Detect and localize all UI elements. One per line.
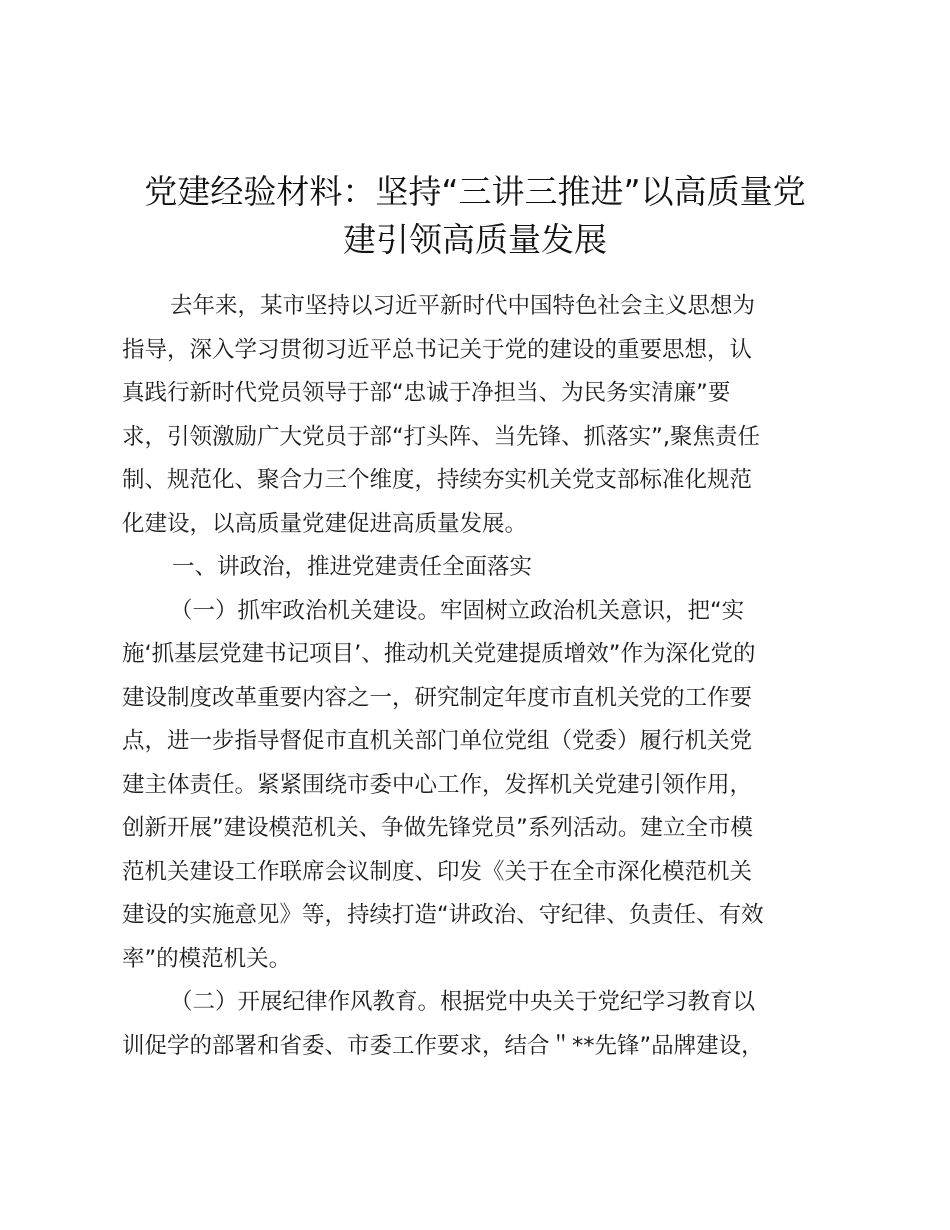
text-line: 建设的实施意见》等，持续打造“讲政治、守纪律、负责任、有效 <box>122 902 764 928</box>
document-body <box>122 285 832 1068</box>
text-line: 施‘抓基层党建书记项目’、推动机关党建提质增效”作为深化党的 <box>122 641 756 667</box>
section-heading <box>122 546 832 590</box>
text-line: 点，进一步指导督促市直机关部门单位党组（党委）履行机关党 <box>122 728 753 754</box>
text-line: 去年来，某市坚持以习近平新时代中国特色社会主义思想为 <box>170 293 756 319</box>
text-line: 求，引领激励广大党员于部“打头阵、当先锋、抓落实”,聚焦责任 <box>122 423 760 450</box>
text-line: （一）抓牢政治机关建设。牢固树立政治机关意识，把“实 <box>170 597 745 624</box>
subsection-paragraph <box>122 590 832 982</box>
heading-line: 一、讲政治，推进党建责任全面落实 <box>172 554 533 580</box>
text-line: 真践行新时代党员领导于部“忠诚于净担当、为民务实清廉”要 <box>122 380 731 406</box>
text-line: 训促学的部署和省委、市委工作要求，结合＂**先锋”品牌建设， <box>122 1032 764 1059</box>
text-line: 指导，深入学习贯彻习近平总书记关于党的建设的重要思想，认 <box>122 336 753 363</box>
subsection-paragraph <box>122 981 832 1068</box>
intro-paragraph <box>122 285 832 546</box>
text-line: 范机关建设工作联席会议制度、印发《关于在全市深化模范机关 <box>122 858 753 885</box>
title-line: 建引领高质量发展 <box>343 220 607 259</box>
text-line: （二）开展纪律作风教育。根据党中央关于党纪学习教育以 <box>170 989 756 1015</box>
document-title <box>110 168 840 264</box>
text-line: 率”的模范机关。 <box>122 945 292 972</box>
text-line: 创新开展”建设模范机关、争做先锋党员”系列活动。建立全市模 <box>122 815 753 841</box>
title-line: 党建经验材料：坚持“三讲三推进”以高质量党 <box>144 172 806 211</box>
text-line: 建主体责任。紧紧围绕市委中心工作，发挥机关党建引领作用， <box>122 771 753 798</box>
text-line: 制、规范化、聚合力三个维度，持续夯实机关党支部标准化规范 <box>122 467 753 493</box>
text-line: 化建设，以高质量党建促进高质量发展。 <box>122 510 528 537</box>
text-line: 建设制度改革重要内容之一，研究制定年度市直机关党的工作要 <box>122 684 753 711</box>
